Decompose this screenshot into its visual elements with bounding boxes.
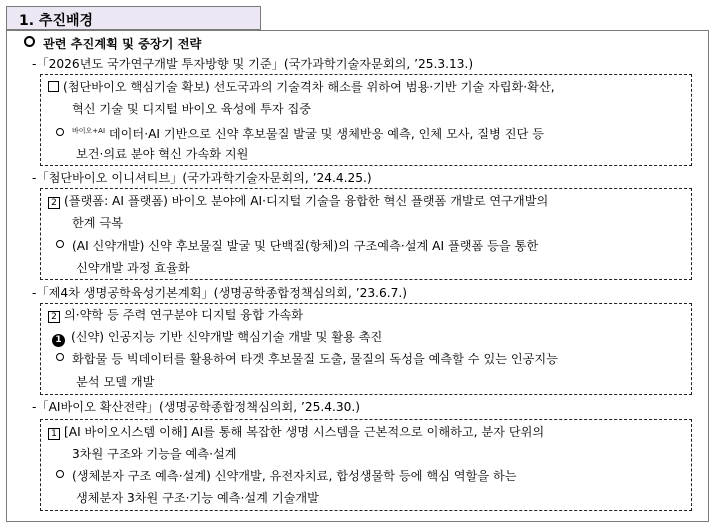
source-line-4 [32,399,360,415]
source-line-3 [32,285,407,301]
dash-marker: - [32,400,37,414]
box-text: (첨단바이오 핵심기술 확보) 선도국과의 기술격차 해소를 위하여 범용·기반 기술 자립화·확산, [63,80,555,94]
section-title: 1. 추진배경 [19,13,94,29]
source-text: 「AI바이오 확산전략」(생명공학종합정책심의회, ’25.4.30.) [36,400,361,414]
dash-marker: - [32,171,37,185]
sub-text: 화합물 등 빅데이터를 활용하여 타겟 후보물질 도출, 물질의 독성을 예측할 수 있는 인공지능 [72,352,558,366]
section-title-box [6,6,261,30]
dash-marker: - [32,57,37,71]
source-text: 「2026년도 국가연구개발 투자방향 및 기준」(국가과학기술자문회의, ’25.3.13.) [36,57,474,71]
item-text: (신약) 인공지능 기반 신약개발 핵심기술 개발 및 활용 촉진 [71,330,383,344]
source-text: 「첨단바이오 이니셔티브」(국가과학기술자문회의, ’24.4.25.) [36,171,372,185]
box-3-sub-line-1 [56,351,558,367]
box-2-line-1 [48,193,548,209]
circle-bullet-icon [56,240,64,248]
numbered-square-icon: 2 [48,311,60,323]
box-3-line-1 [48,307,303,323]
box-text: (플랫폼: AI 플랫폼) 바이오 분야에 AI·디지털 기술을 융합한 혁신 플랫폼 개발로 연구개발의 [64,194,549,208]
dash-marker: - [32,286,37,300]
source-line-2 [32,170,372,186]
filled-number-icon: 1 [52,334,65,347]
main-heading [24,36,201,52]
box-2-sub-line-2: 신약개발 과정 효율화 [76,261,190,275]
box-4-sub-line-1 [56,468,517,484]
circle-bullet-icon [56,353,64,361]
box-3-item-line [52,329,382,347]
numbered-square-icon: 2 [48,197,60,209]
box-2-sub-line-1 [56,238,538,254]
box-4-line-1 [48,424,544,440]
box-1-sub-line-1 [56,123,544,142]
source-text: 「제4차 생명공학육성기본계획」(생명공학종합정책심의회, ’23.6.7.) [36,286,407,300]
box-1-line-1 [48,79,555,95]
square-bullet-icon [48,81,59,92]
sub-text: (AI 신약개발) 신약 후보물질 발굴 및 단백질(항체)의 구조예측·설계 AI 플랫폼 등을 통한 [72,239,539,253]
box-text: [AI 바이오시스템 이해] AI를 통해 복잡한 생명 시스템을 근본적으로 이해하고, 분자 단위의 [64,425,545,439]
box-4-line-2: 3차원 구조와 기능을 예측·설계 [72,447,237,461]
main-heading-text: 관련 추진계획 및 중장기 전략 [43,37,202,51]
box-4-sub-line-2: 생체분자 3차원 구조·기능 예측·설계 기술개발 [76,491,319,505]
box-3-sub-line-2: 분석 모델 개발 [76,375,155,389]
box-text: 의·약학 등 주력 연구분야 디지털 융합 가속화 [64,308,304,322]
superscript-label: 바이오+AI [72,127,106,135]
box-2-line-2: 한계 극복 [72,216,123,230]
sub-text: 데이터·AI 기반으로 신약 후보물질 발굴 및 생체반응 예측, 인체 모사, 질병 진단 등 [108,127,544,141]
circle-bullet-icon [24,36,35,47]
source-line-1 [32,56,473,72]
circle-bullet-icon [56,470,64,478]
box-1-sub-line-2: 보건·의료 분야 혁신 가속화 지원 [76,147,249,161]
numbered-square-icon: 1 [48,428,60,440]
sub-text: (생체분자 구조 예측·설계) 신약개발, 유전자치료, 합성생물학 등에 핵심 역할을 하는 [72,469,517,483]
circle-bullet-icon [56,128,64,136]
box-1-line-2: 혁신 기술 및 디지털 바이오 육성에 투자 집중 [72,102,312,116]
